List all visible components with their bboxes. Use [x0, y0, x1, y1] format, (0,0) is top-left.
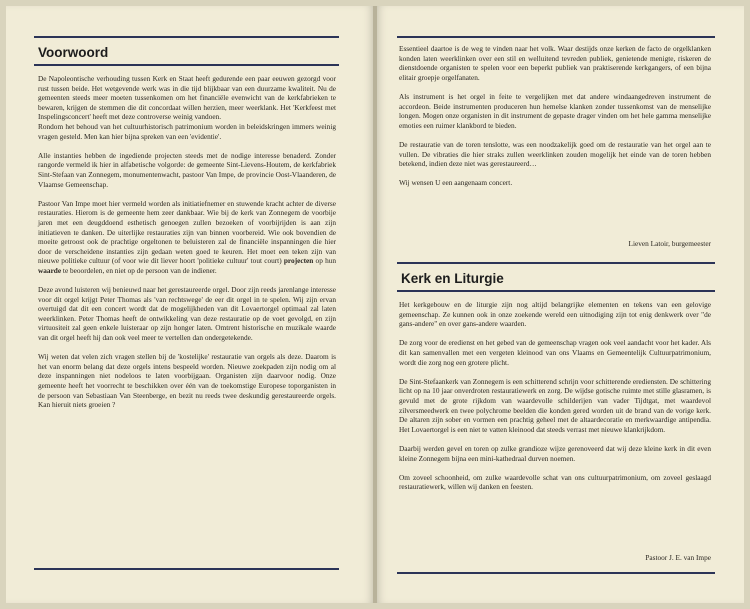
footer-rule [397, 572, 715, 574]
title-rule-top [34, 36, 339, 38]
paragraph-text: op hun [313, 256, 337, 266]
voorwoord-text [38, 74, 336, 419]
bold-word: projecten [283, 256, 314, 266]
paragraph: Alle instanties hebben de ingediende projecten steeds met de nodige interesse benaderd. Zonder rangorde vermeld ik hier in alfabetische volgorde: de gemeente Sint-Lievens-Houtem, de kerkfabriek Sint-Stefaan van Zonnegem, monumentenwacht, pastoor Van Impe, de provincie Oost-Vlaanderen, de Vlaamse Gemeenschap. [38, 150, 336, 189]
right-page [377, 6, 744, 603]
footer-rule [34, 568, 339, 570]
paragraph: Om zoveel schoonheid, om zulke waardevolle schat van ons cultuurpatrimonium, om zoveel geslaagd restauratiewerk, willen wij danken en feesten. [399, 472, 711, 492]
paragraph: De Napoleontische verhouding tussen Kerk en Staat heeft gedurende een paar eeuwen gezorgd voor rust tussen beide. Het wetgevende werk was in die tijd blijkbaar van een duurzame kwaliteit. Nu de gemeenten steeds meer moeten tussenkomen om het financiële evenwicht van de kerkfabrieken te bewaren, krijgen de stemmen die dit concordaat willen herzien, meer weerklank. Het 'Kerkfeest met Inspelingsconcert' heeft met deze controverse weinig vandoen. [38, 74, 336, 122]
voorwoord-title: Voorwoord [38, 45, 109, 60]
paragraph: De restauratie van de toren tenslotte, was een noodzakelijk goed om de restauratie van het orgel aan te vullen. De vibraties die hier straks zullen weerklinken zouden mogelijk het einde van de toren hebben betekend, indien deze niet was gerestaureerd… [399, 139, 711, 169]
paragraph-text: te beoordelen, en niet op de persoon van de indiener. [61, 265, 217, 275]
kerk-liturgie-text [399, 300, 711, 501]
left-page [6, 6, 373, 603]
bold-word: waarde [38, 265, 62, 275]
paragraph: Wij wensen U een aangenaam concert. [399, 178, 513, 188]
title-rule-top [397, 262, 715, 264]
signature-burgemeester: Lieven Latoir, burgemeester [628, 239, 711, 248]
paragraph: Wij weten dat velen zich vragen stellen bij de 'kostelijke' restauratie van orgels als deze. Daarom is het van enorm belang dat deze orgels intens bespeeld worden. Nieuwe zoekpaden zijn nodig om al deze inspanningen niet nodeloos te laten voorbijgaan. Organisten zijn daarvoor nodig. Onze gemeente heeft het voorrecht te beschikken over één van de toekomstige Europese toporganisten in de persoon van Sebastiaan Van Steenberge, en bezit nu reeds twee deskundig gerestaureerde orgels. Kan hieruit niets groeien ? [38, 352, 336, 410]
paragraph: Daarbij werden gevel en toren op zulke grandioze wijze gerenoveerd dat wij deze kleine kerk in dit even kleine Zonnegem bijna een mini-kathedraal durven noemen. [399, 443, 711, 463]
paragraph: Essentieel daartoe is de weg te vinden naar het volk. Waar destijds onze kerken de facto de orgelklanken konden laten weerklinken over een stil en welluitend tevreden publiek, genietende menigte, riskeren de dienstdoende organisten te spelen voor een beperkt publiek van praktiserende kerkgangers, of een bijna elitair groepje orgelfanaten. [399, 44, 711, 82]
paragraph-text: Pastoor Van Impe moet hier vermeld worden als initiatiefnemer en stuwende kracht achter de diverse restauraties. Hierom is de gemeente hem zeer dankbaar. Wie bij de kerk van Zonnegem de voorbije jaren met een deugddoend esthetisch genoegen zullen bezoeken of voorbijrijden is aan zijn initiatieven te danken. De uiterlijke restauraties zijn van binnen voorbereid. Wie ook bovendien de moeite getroost ook de prachtige orgeltonen te beluisteren zal de financiële inspanningen die hier door de verscheidene instanties zijn gedaan weten goed te keuren. Het moet een teken zijn van nieuwe politieke cultuur (of voor wie dit liever hoort 'politieke cultuur' tout court) [38, 198, 336, 266]
paragraph: Het kerkgebouw en de liturgie zijn nog altijd belangrijke elementen en tekens van een gelovige gemeenschap. Ze kunnen ook in onze zoekende wereld een uitnodiging zijn tot enig denkwerk over "de gans-andere" en over gans-andere waarden. [399, 300, 711, 329]
signature-pastoor: Pastoor J. E. van Impe [645, 553, 711, 562]
top-rule [397, 36, 715, 38]
paragraph: Rondom het behoud van het cultuurhistorisch patrimonium worden in beleidskringen immers weinig vragen gesteld. Men kan hier bijna spreken van een 'evidentie'. [38, 121, 336, 141]
paragraph: Deze avond luisteren wij benieuwd naar het gerestaureerde orgel. Door zijn reeds jarenlange interesse voor dit orgel krijgt Peter Thomas als 'van rechtswege' de eer dit orgel in te spelen. Wij zijn ervan overtuigd dat dit een concert wordt dat de mogelijkheden van dit Lovaertorgel optimaal zal laten weerklinken. Peter Thomas heeft de ontwikkeling van deze restauratie op de voet gevolgd, en zijn virtuositeit zal geen enkele luisteraar op zijn honger laten. Omtrent historische en muzikale waarde van dit orgel heeft hij dan ook veel meer te vertellen dan ondergetekende. [38, 285, 336, 343]
paragraph: Als instrument is het orgel in feite te vergelijken met dat andere windaangedreven instrument de accordeon. Beide instrumenten produceren hun hemelse klanken zonder tussenkomst van de menselijke longen. Mogen onze organisten in dit instrument de gepaste drager vinden om het hele gamma menselijke emoties een ruimer klankbord te bieden. [399, 91, 711, 130]
paragraph [38, 199, 336, 276]
voorwoord-continued-text [399, 44, 711, 198]
kerk-liturgie-title: Kerk en Liturgie [401, 271, 504, 286]
title-rule-bottom [34, 64, 339, 66]
title-rule-bottom [397, 290, 715, 292]
paragraph: De zorg voor de eredienst en het gebed van de gemeenschap vragen ook veel aandacht voor het kader. Als dit kan samenvallen met een vergeten kleinood van ons Vlaams en Gemeentelijk Cultuurpatrimonium, wordt die zorg nog een grotere plicht. [399, 338, 711, 367]
paragraph: De Sint-Stefaankerk van Zonnegem is een schitterend schrijn voor schitterende erediensten. De schittering licht op na 10 jaar onverdroten restauratiewerk en zorg. De wijdse gotische ruimte met stille glasramen, is gevuld met de grote rijkdom van waardevolle schilderijen van vader Tijdtgat, met waardevol zilversmeedwerk en twee polychrome beelden die konden gered worden uit de brand van de vorige kerk. De altaren zijn sober en vormen een prachtig geheel met de altaardecoratie en merkwaardige antipendia. Het Lovaertorgel is een niet te vatten kleinood dat steeds verrast met nieuwe klankrijkdom. [399, 376, 711, 434]
